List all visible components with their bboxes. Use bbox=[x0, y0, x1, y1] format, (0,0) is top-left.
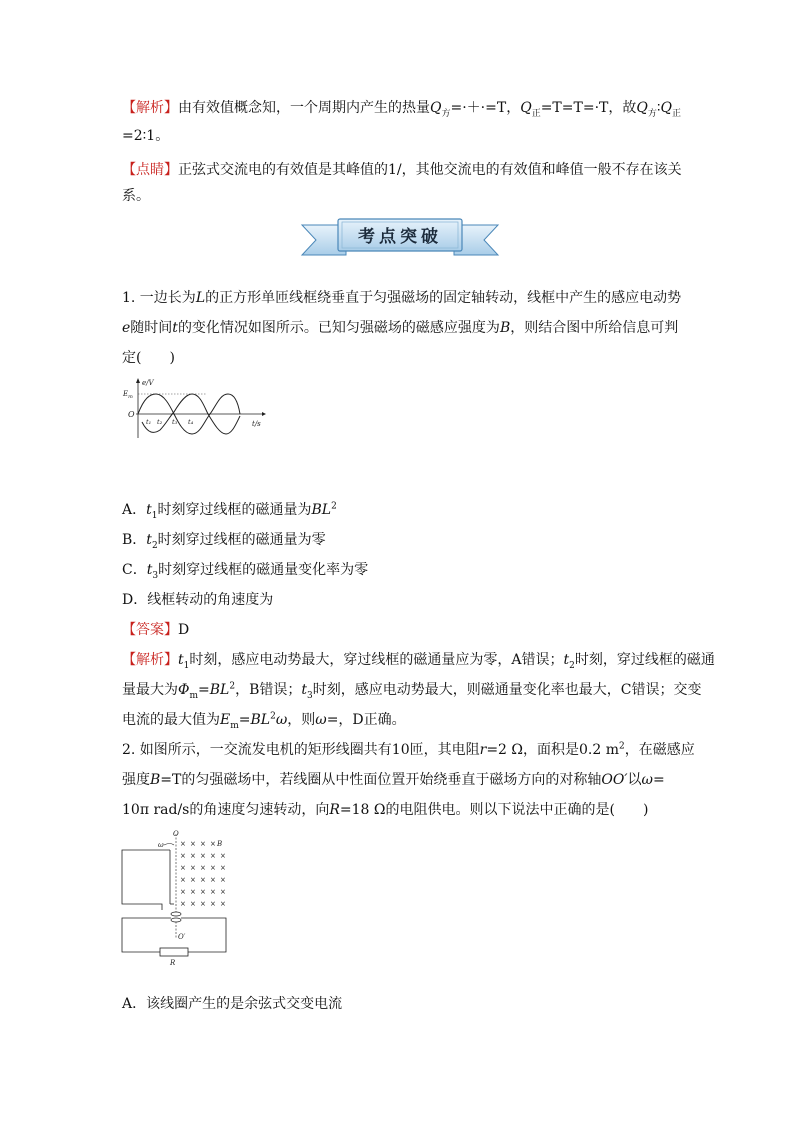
var: t bbox=[146, 502, 152, 518]
sup: 2 bbox=[619, 741, 625, 752]
field-cross: × bbox=[200, 888, 206, 896]
var: R bbox=[329, 802, 340, 818]
text: ，则 bbox=[287, 712, 316, 728]
var: ω bbox=[315, 712, 327, 728]
var: Q bbox=[636, 100, 648, 116]
analysis-paragraph-1 bbox=[122, 98, 681, 118]
banner-title: 考点突破 bbox=[358, 227, 442, 247]
answer-value: D bbox=[178, 622, 190, 638]
peak-label bbox=[122, 390, 133, 400]
analysis2-line-2 bbox=[122, 680, 701, 700]
slip-ring-2 bbox=[171, 918, 181, 922]
text: 的正方形单匝线框绕垂直于匀强磁场的固定轴转动，线框中产生的感应电动势 bbox=[205, 290, 682, 306]
var: t bbox=[172, 320, 178, 336]
var: OO′ bbox=[601, 772, 628, 788]
q1-option-d: D．线框转动的角速度为 bbox=[122, 592, 274, 608]
t4-label: t₄ bbox=[188, 418, 194, 426]
var: Q bbox=[660, 100, 672, 116]
field-cross: × bbox=[190, 888, 196, 896]
var: L bbox=[195, 290, 206, 306]
q2-option-a: A．该线圈产生的是余弦式交变电流 bbox=[122, 996, 343, 1012]
sub: 3 bbox=[152, 570, 159, 581]
field-cross: × bbox=[210, 876, 216, 884]
external-wire-left bbox=[122, 918, 171, 952]
field-cross: × bbox=[200, 900, 206, 908]
q2-line-2 bbox=[122, 770, 665, 790]
field-cross: × bbox=[180, 876, 186, 884]
peak-E: E bbox=[123, 390, 129, 398]
text: ∶ bbox=[656, 100, 661, 116]
analysis2-line-3 bbox=[122, 710, 406, 730]
field-cross: × bbox=[200, 852, 206, 860]
q1-line-2 bbox=[122, 318, 678, 338]
sup: 2 bbox=[270, 711, 276, 722]
field-cross: × bbox=[190, 864, 196, 872]
field-cross: × bbox=[190, 840, 196, 848]
text: 时刻，感应电动势最大，则磁通量变化率也最大，C错误；交变 bbox=[312, 682, 702, 698]
var: t bbox=[563, 652, 570, 668]
t3-label: t₃ bbox=[172, 418, 178, 426]
omega-label: ω bbox=[158, 841, 164, 849]
text: 时刻穿过线框的磁通量为 bbox=[157, 502, 312, 518]
q1-option-c bbox=[122, 560, 368, 580]
field-cross: × bbox=[190, 852, 196, 860]
text: ，B错误； bbox=[235, 682, 302, 698]
text: 强度 bbox=[122, 772, 150, 788]
text: ，则结合图中所给信息可判 bbox=[510, 320, 679, 336]
tip-paragraph bbox=[122, 160, 682, 180]
q1-line-1 bbox=[122, 288, 681, 308]
text: 由有效值概念知，一个周期内产生的热量 bbox=[178, 100, 430, 116]
magnetic-field-crosses bbox=[180, 840, 226, 908]
sub: 1 bbox=[183, 660, 190, 671]
tip-paragraph-cont: 系。 bbox=[122, 188, 150, 204]
text: 时刻穿过线框的磁通量为零 bbox=[157, 532, 326, 548]
tip-text: 正弦式交流电的有效值是其峰值的1/，其他交流电的有效值和峰值一般不存在该关 bbox=[178, 162, 682, 178]
peak-sub: m bbox=[128, 394, 133, 400]
field-cross: × bbox=[200, 876, 206, 884]
t2-label: t₂ bbox=[157, 418, 163, 426]
field-cross: × bbox=[210, 900, 216, 908]
field-cross: × bbox=[220, 864, 226, 872]
field-cross: × bbox=[220, 876, 226, 884]
var: t bbox=[146, 532, 152, 548]
sub: 正 bbox=[531, 108, 541, 119]
tip-tag: 【点睛】 bbox=[122, 162, 178, 178]
text: = bbox=[198, 682, 210, 698]
field-cross: × bbox=[210, 864, 216, 872]
sub: 方 bbox=[647, 108, 657, 119]
generator-circuit-diagram bbox=[118, 826, 238, 968]
sub: 1 bbox=[151, 510, 158, 521]
x-arrow-icon bbox=[262, 412, 266, 416]
field-cross: × bbox=[180, 864, 186, 872]
y-arrow-icon bbox=[136, 378, 140, 383]
field-cross: × bbox=[200, 864, 206, 872]
coil-wire-left bbox=[122, 850, 170, 910]
field-cross: × bbox=[220, 900, 226, 908]
text: 以 bbox=[627, 772, 642, 788]
q1-option-a bbox=[122, 500, 337, 520]
text: C． bbox=[122, 562, 147, 578]
sub: 方 bbox=[441, 108, 451, 119]
text: ，在磁感应 bbox=[624, 742, 695, 758]
rotation-arrow-icon bbox=[164, 844, 174, 846]
var: B bbox=[150, 772, 161, 788]
field-cross: × bbox=[210, 852, 216, 860]
analysis-tag: 【解析】 bbox=[122, 100, 178, 116]
sub: 正 bbox=[672, 108, 682, 119]
text: =18 Ω的电阻供电。则以下说法中正确的是( ) bbox=[339, 802, 649, 818]
field-cross: × bbox=[200, 840, 206, 848]
field-cross: × bbox=[220, 852, 226, 860]
y-axis-label: e/V bbox=[142, 379, 154, 387]
q1-line-3: 定( ) bbox=[122, 350, 175, 366]
text: 10π rad/s的角速度匀速转动，向 bbox=[122, 802, 330, 818]
field-cross: × bbox=[180, 900, 186, 908]
field-cross: × bbox=[210, 840, 216, 848]
origin-label: O bbox=[128, 410, 135, 419]
text: B． bbox=[122, 532, 147, 548]
text: =2 Ω，面积是0.2 m bbox=[486, 742, 620, 758]
answer-tag: 【答案】 bbox=[122, 622, 178, 638]
text: 时刻，穿过线框的磁通 bbox=[574, 652, 715, 668]
text: 的变化情况如图所示。已知匀强磁场的磁感应强度为 bbox=[177, 320, 500, 336]
text: = bbox=[652, 772, 665, 788]
var: e bbox=[122, 320, 131, 336]
var: B bbox=[499, 320, 511, 336]
field-cross: × bbox=[180, 888, 186, 896]
var: Q bbox=[430, 100, 442, 116]
var: t bbox=[301, 682, 308, 698]
var: t bbox=[178, 652, 184, 668]
analysis-tag: 【解析】 bbox=[122, 652, 178, 668]
external-wire-right bbox=[181, 918, 226, 952]
text: 时刻，感应电动势最大，穿过线框的磁通量应为零，A错误； bbox=[189, 652, 564, 668]
text: =·＋·=T， bbox=[450, 100, 521, 116]
sub: 2 bbox=[151, 540, 158, 551]
slip-ring-1 bbox=[171, 912, 181, 916]
axis-bottom-label: O′ bbox=[178, 933, 186, 941]
text: =T的匀强磁场中，若线圈从中性面位置开始绕垂直于磁场方向的对称轴 bbox=[160, 772, 602, 788]
sub: m bbox=[230, 720, 239, 731]
field-cross: × bbox=[180, 840, 186, 848]
text: 1. 一边长为 bbox=[122, 290, 196, 306]
section-banner bbox=[300, 215, 500, 261]
answer-line bbox=[122, 620, 189, 640]
text: 2. 如图所示，一交流发电机的矩形线圈共有10匝，其电阻 bbox=[122, 742, 480, 758]
sup: 2 bbox=[229, 681, 236, 692]
axis-top-label: O bbox=[173, 830, 179, 838]
analysis2-line-1 bbox=[122, 650, 715, 670]
sub: 2 bbox=[569, 660, 575, 671]
field-cross: × bbox=[190, 876, 196, 884]
field-cross: × bbox=[220, 888, 226, 896]
var: BL bbox=[250, 712, 271, 728]
var: r bbox=[479, 742, 487, 758]
text: = bbox=[238, 712, 251, 728]
var: Φ bbox=[178, 682, 190, 698]
var: t bbox=[146, 562, 153, 578]
text: =T=T=·T，故 bbox=[540, 100, 637, 116]
text: =，D正确。 bbox=[326, 712, 406, 728]
sup: 2 bbox=[331, 501, 337, 512]
var: BL bbox=[311, 502, 332, 518]
text: 量最大为 bbox=[122, 682, 178, 698]
var: ω bbox=[641, 772, 653, 788]
var: E bbox=[220, 712, 231, 728]
var: BL bbox=[209, 682, 230, 698]
emf-time-graph bbox=[120, 376, 270, 440]
q2-line-1 bbox=[122, 740, 695, 760]
text: 时刻穿过线框的磁通量变化率为零 bbox=[158, 562, 369, 578]
q1-option-b bbox=[122, 530, 326, 550]
sub: 3 bbox=[307, 690, 313, 701]
text: 随时间 bbox=[130, 320, 173, 336]
x-axis-label: t/s bbox=[252, 420, 261, 428]
var: ω bbox=[275, 712, 288, 728]
text: A． bbox=[122, 502, 147, 518]
text: 电流的最大值为 bbox=[122, 712, 220, 728]
t1-label: t₁ bbox=[146, 418, 152, 426]
sub: m bbox=[189, 690, 199, 701]
resistor-label: R bbox=[170, 959, 176, 967]
field-cross: × bbox=[190, 900, 196, 908]
field-cross: × bbox=[180, 852, 186, 860]
field-label: B bbox=[217, 840, 223, 848]
var: Q bbox=[520, 100, 532, 116]
resistor bbox=[160, 948, 188, 956]
q2-line-3 bbox=[122, 800, 648, 820]
analysis-paragraph-1-cont: =2∶1。 bbox=[122, 128, 170, 144]
field-cross: × bbox=[210, 888, 216, 896]
